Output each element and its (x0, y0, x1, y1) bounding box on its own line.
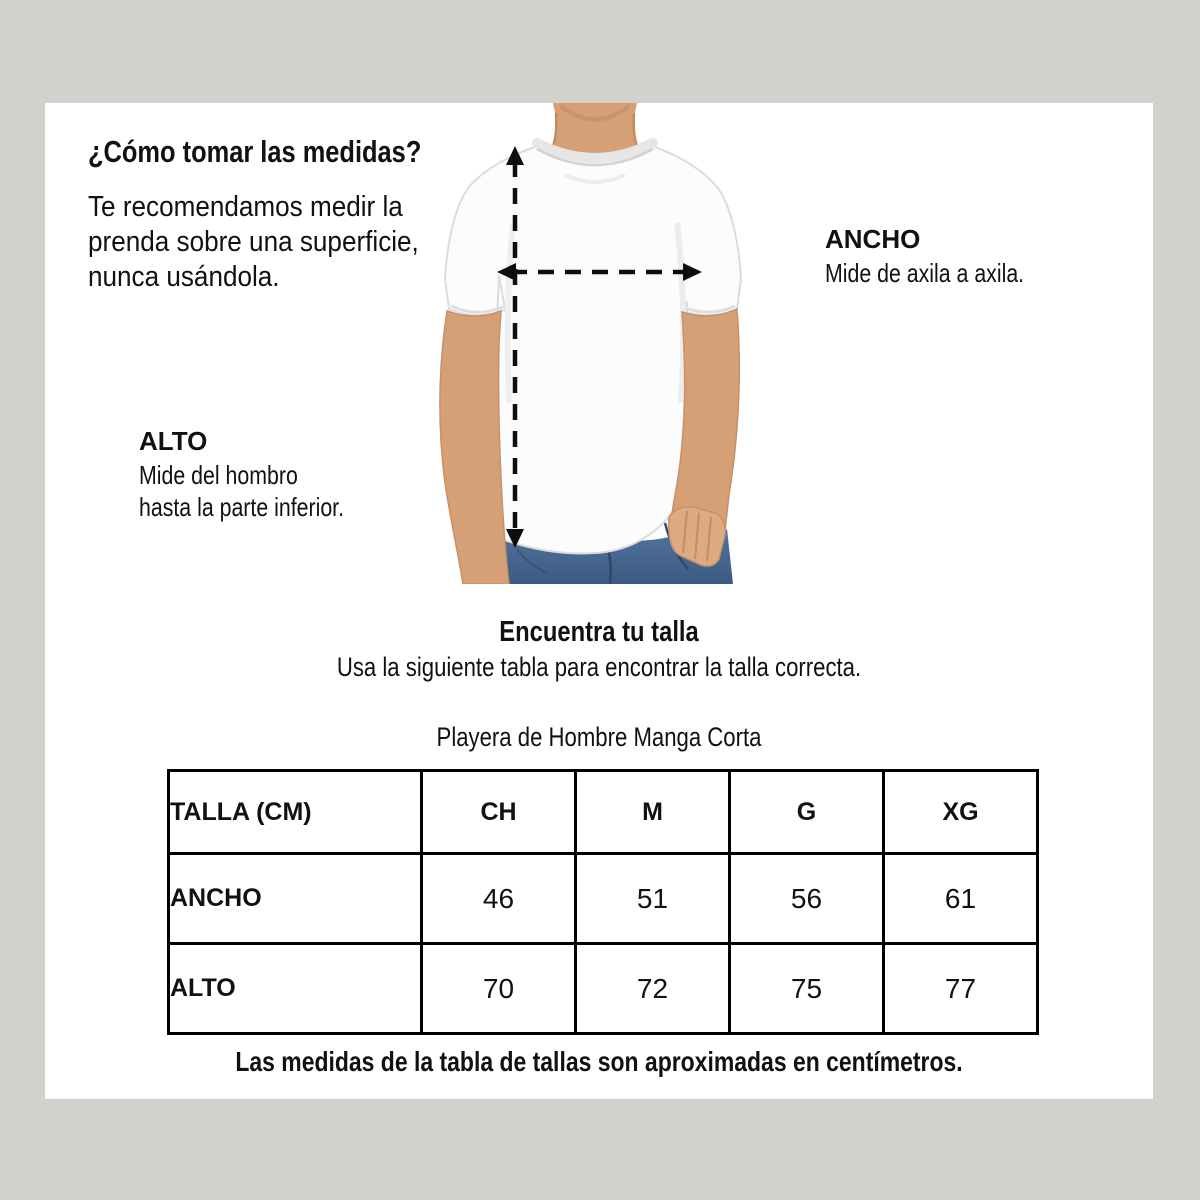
how-to-body (88, 190, 419, 295)
column-header-ch: CH (422, 771, 576, 854)
row-label-ancho: ANCHO (169, 854, 422, 944)
ancho-g-value: 56 (730, 854, 884, 944)
how-to-body-line: prenda sobre una superficie, (88, 226, 419, 258)
alto-m-value: 72 (576, 944, 730, 1034)
alto-g-value: 75 (730, 944, 884, 1034)
column-header-m: M (576, 771, 730, 854)
ancho-label-description: Mide de axila a axila. (825, 258, 1025, 288)
alto-description-line: Mide del hombro (139, 460, 298, 490)
table-row-alto (169, 944, 1038, 1034)
size-table-header-row (169, 771, 1038, 854)
table-row-ancho (169, 854, 1038, 944)
size-table-caption: Playera de Hombre Manga Corta (436, 722, 762, 752)
row-label-alto: ALTO (169, 944, 422, 1034)
how-to-body-line: nunca usándola. (88, 261, 280, 293)
alto-ch-value: 70 (422, 944, 576, 1034)
ancho-label-title: ANCHO (825, 224, 921, 254)
footnote: Las medidas de la tabla de tallas son aproximadas en centímetros. (235, 1046, 963, 1077)
how-to-body-line: Te recomendamos medir la (88, 191, 403, 223)
how-to-title: ¿Cómo tomar las medidas? (88, 134, 422, 169)
ancho-xg-value: 61 (884, 854, 1038, 944)
column-header-xg: XG (884, 771, 1038, 854)
find-size-subtitle: Usa la siguiente tabla para encontrar la talla correcta. (336, 652, 862, 682)
alto-label-description (139, 459, 344, 523)
ancho-ch-value: 46 (422, 854, 576, 944)
alto-xg-value: 77 (884, 944, 1038, 1034)
find-size-title: Encuentra tu talla (499, 616, 699, 648)
size-table (167, 769, 1039, 1035)
alto-description-line: hasta la parte inferior. (139, 492, 345, 522)
column-header-g: G (730, 771, 884, 854)
model-left-arm (440, 311, 509, 584)
ancho-m-value: 51 (576, 854, 730, 944)
alto-label-title: ALTO (139, 426, 208, 456)
tshirt-model-photo (425, 103, 765, 584)
column-header-talla: TALLA (CM) (169, 771, 422, 854)
